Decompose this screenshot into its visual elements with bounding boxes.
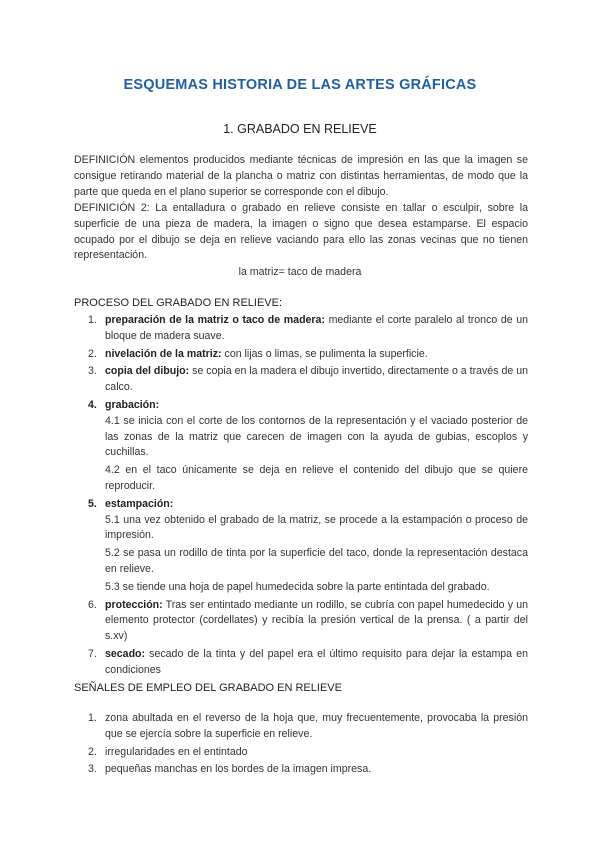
step-text: se copia en la madera el dibujo invertido, directamente o a través de un calco. (105, 365, 528, 394)
list-number: 2. (88, 347, 97, 360)
step-substep: 4.1 se inicia con el corte de los contornos de la representación y el vaciado posterior de las zonas de la matriz que carecen de imagen con la ayuda de gubias, escoplos y cuchillas. (105, 414, 528, 459)
list-number: 3. (88, 763, 97, 776)
definition-1: DEFINICIÓN elementos producidos mediante técnicas de impresión en las que la imagen se consigue retirando material de la plancha o matriz con distintas herramientas, de modo que la parte que queda en el plano superior se corresponde con el dibujo. (74, 154, 528, 198)
sign-text: irregularidades en el entintado (105, 745, 248, 758)
process-heading: PROCESO DEL GRABADO EN RELIEVE: (74, 297, 283, 309)
step-term: copia del dibujo: (105, 365, 190, 378)
signs-heading: SEÑALES DE EMPLEO DEL GRABADO EN RELIEVE (74, 682, 342, 694)
step-substep: 5.1 una vez obtenido el grabado de la matriz, se procede a la estampación o proceso de impresión. (105, 513, 528, 542)
process-step (74, 398, 528, 495)
signs-list (74, 711, 528, 780)
list-number: 2. (88, 745, 97, 758)
section-heading: 1. GRABADO EN RELIEVE (223, 122, 377, 136)
process-step (74, 347, 528, 363)
list-number: 3. (88, 365, 97, 378)
step-term: nivelación de la matriz: (105, 347, 222, 360)
step-text: secado de la tinta y del papel era el último requisito para dejar la estampa en condiciones (105, 647, 528, 676)
list-number: 1. (88, 314, 97, 326)
list-number: 6. (88, 598, 97, 611)
sign-text: pequeñas manchas en los bordes de la imagen impresa. (105, 763, 372, 776)
step-substep: 5.3 se tiende una hoja de papel humedecida sobre la parte entintada del grabado. (105, 580, 490, 593)
step-text: con lijas o limas, se pulimenta la superficie. (221, 347, 428, 360)
process-step (74, 364, 528, 396)
step-substep: 5.2 se pasa un rodillo de tinta por la superficie del taco, donde la representación destaca en relieve. (105, 547, 528, 575)
list-number: 7. (88, 647, 97, 660)
matrix-note: la matriz= taco de madera (238, 266, 362, 278)
sign-item (74, 762, 528, 778)
document-title: ESQUEMAS HISTORIA DE LAS ARTES GRÁFICAS (123, 77, 477, 93)
sign-text: zona abultada en el reverso de la hoja que, muy frecuentemente, provocaba la presión que se ejercía sobre la superficie en relieve. (105, 712, 528, 740)
step-term: grabación: (105, 398, 160, 411)
list-number: 5. (88, 497, 97, 510)
process-list (74, 313, 528, 681)
list-number: 1. (88, 712, 97, 724)
sign-item (74, 745, 528, 761)
step-text: Tras ser entintado mediante un rodillo, se cubría con papel humedecido y un elemento protector (cordellates) y recibía la presión vertical de la prensa. ( a partir del s.xv) (105, 598, 528, 643)
process-step (74, 497, 528, 596)
list-number: 4. (88, 398, 97, 411)
step-text: mediante el corte paralelo al tronco de un bloque de madera suave. (105, 314, 528, 342)
step-term: protección: (105, 598, 163, 611)
step-substep: 4.2 en el taco únicamente se deja en relieve el contenido del dibujo que se quiere reproducir. (105, 464, 528, 492)
process-step (74, 598, 528, 645)
sign-item (74, 711, 528, 743)
step-term: preparación de la matriz o taco de madera: (105, 314, 325, 326)
step-term: secado: (105, 647, 146, 660)
definition-2: DEFINICIÓN 2: La entalladura o grabado en relieve consiste en tallar o esculpir, sobre la superficie de una pieza de madera, la imagen o signo que desea estamparse. El espacio ocupado por el dibujo se deja en relieve vaciando para ello las zonas vecinas que no tienen representación. (74, 202, 528, 262)
step-term: estampación: (105, 497, 174, 510)
process-step (74, 647, 528, 679)
process-step (74, 313, 528, 345)
